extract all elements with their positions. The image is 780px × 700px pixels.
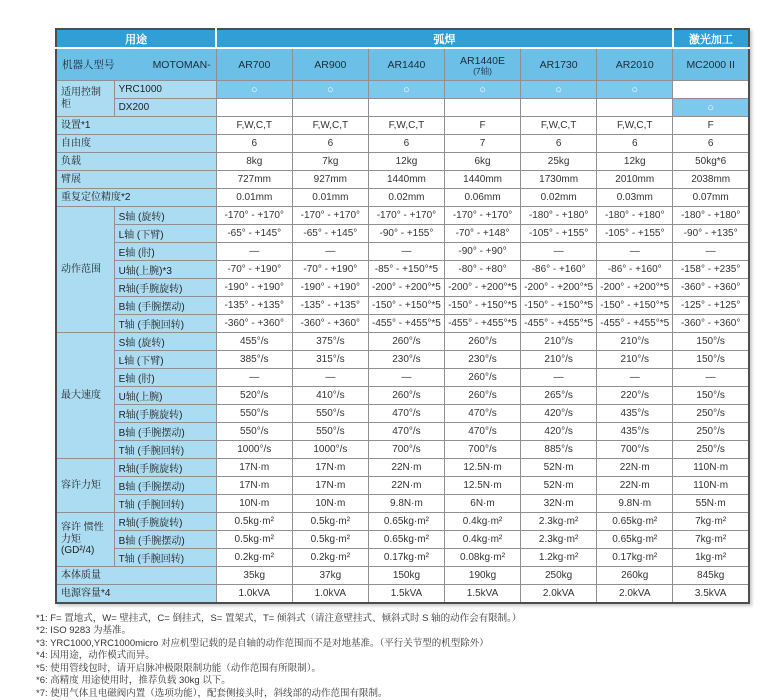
spec-cell: 10N·m [216, 495, 292, 513]
spec-cell: 25kg [521, 153, 597, 171]
spec-cell: 150°/s [673, 351, 749, 369]
spec-cell: 385°/s [216, 351, 292, 369]
row-sublabel: E轴 (肘) [114, 369, 216, 387]
row-sublabel: T轴 (手腕回转) [114, 315, 216, 333]
spec-row [56, 171, 749, 189]
spec-cell: — [673, 243, 749, 261]
spec-cell: 55N·m [673, 495, 749, 513]
row-sublabel: E轴 (肘) [114, 243, 216, 261]
spec-row [56, 423, 749, 441]
section-label: 设置*1 [56, 117, 216, 135]
spec-cell: F,W,C,T [216, 117, 292, 135]
spec-cell: 17N·m [292, 477, 368, 495]
spec-cell: -105° - +155° [521, 225, 597, 243]
spec-cell: -190° - +190° [216, 279, 292, 297]
spec-cell: 470°/s [444, 423, 520, 441]
section-label: 最大速度 [56, 333, 114, 459]
spec-cell: -360° - +360° [673, 279, 749, 297]
section-label: 自由度 [56, 135, 216, 153]
spec-row [56, 225, 749, 243]
compat-cell: ○ [521, 81, 597, 99]
spec-cell: 0.07mm [673, 189, 749, 207]
spec-cell: 230°/s [444, 351, 520, 369]
spec-cell: 210°/s [597, 333, 673, 351]
spec-cell: — [521, 243, 597, 261]
spec-cell: 420°/s [521, 423, 597, 441]
spec-row [56, 585, 749, 603]
compat-cell: ○ [444, 81, 520, 99]
spec-cell: 7kg·m² [673, 513, 749, 531]
model-header-cell: MC2000 II [673, 48, 749, 81]
spec-row [56, 333, 749, 351]
spec-cell: -65° - +145° [216, 225, 292, 243]
spec-cell: 2010mm [597, 171, 673, 189]
spec-row [56, 243, 749, 261]
spec-cell: 6 [597, 135, 673, 153]
spec-cell: 700°/s [597, 441, 673, 459]
spec-cell: -455° - +455°*5 [521, 315, 597, 333]
spec-cell: -135° - +135° [216, 297, 292, 315]
spec-cell: 1440mm [444, 171, 520, 189]
compat-cell [521, 99, 597, 117]
spec-row [56, 351, 749, 369]
spec-cell: 1730mm [521, 171, 597, 189]
spec-cell: 12.5N·m [444, 477, 520, 495]
spec-cell: -150° - +150°*5 [597, 297, 673, 315]
spec-cell: 0.5kg·m² [216, 513, 292, 531]
spec-cell: 550°/s [216, 405, 292, 423]
row-sublabel: L轴 (下臂) [114, 225, 216, 243]
spec-cell: 3.5kVA [673, 585, 749, 603]
spec-cell: 2.3kg·m² [521, 531, 597, 549]
model-header-cell: AR2010 [597, 48, 673, 81]
spec-cell: -200° - +200°*5 [521, 279, 597, 297]
spec-cell: 6 [368, 135, 444, 153]
compat-cell: ○ [597, 81, 673, 99]
model-label: 机器人型号 [62, 57, 115, 72]
spec-cell: 0.4kg·m² [444, 513, 520, 531]
spec-cell: -105° - +155° [597, 225, 673, 243]
spec-cell: — [368, 243, 444, 261]
row-sublabel: S轴 (旋转) [114, 207, 216, 225]
footnote-line: *2: ISO 9283 为基准。 [36, 625, 752, 638]
spec-cell: 52N·m [521, 459, 597, 477]
spec-cell: 22N·m [597, 477, 673, 495]
spec-row [56, 477, 749, 495]
spec-cell: -170° - +170° [292, 207, 368, 225]
footnote-line: *1: F= 置地式，W= 壁挂式，C= 倒挂式，S= 置架式，T= 倾斜式（请注意壁挂式、倾斜式时 S 轴的动作会有限制。） [36, 613, 752, 626]
compat-cell: ○ [216, 81, 292, 99]
section-label: 重复定位精度*2 [56, 189, 216, 207]
footnotes [36, 613, 752, 700]
spec-cell: -360° - +360° [216, 315, 292, 333]
spec-cell: 260°/s [444, 369, 520, 387]
spec-row [56, 261, 749, 279]
spec-row [56, 153, 749, 171]
spec-cell: -200° - +200°*5 [368, 279, 444, 297]
spec-cell: 6 [292, 135, 368, 153]
footnote-line: *3: YRC1000,YRC1000micro 对应机型记载的是自轴的动作范围而不是对地基准。（平行关节型的机型除外） [36, 638, 752, 651]
spec-cell: 7kg [292, 153, 368, 171]
spec-cell: 12.5N·m [444, 459, 520, 477]
spec-cell: 1.5kVA [444, 585, 520, 603]
spec-cell: 470°/s [444, 405, 520, 423]
spec-cell: -90° - +90° [444, 243, 520, 261]
spec-cell: 455°/s [216, 333, 292, 351]
spec-cell: — [597, 369, 673, 387]
row-sublabel: T轴 (手腕回转) [114, 441, 216, 459]
compat-cell [597, 99, 673, 117]
spec-cell: 150kg [368, 567, 444, 585]
spec-cell: -125° - +125° [673, 297, 749, 315]
spec-cell: 8kg [216, 153, 292, 171]
spec-cell: 1440mm [368, 171, 444, 189]
spec-cell: 10N·m [292, 495, 368, 513]
spec-cell: 260kg [597, 567, 673, 585]
spec-cell: 0.4kg·m² [444, 531, 520, 549]
spec-cell: 35kg [216, 567, 292, 585]
spec-cell: 7 [444, 135, 520, 153]
spec-cell: 190kg [444, 567, 520, 585]
compat-cell: ○ [368, 81, 444, 99]
spec-row [56, 495, 749, 513]
spec-cell: 210°/s [521, 333, 597, 351]
spec-cell: 0.65kg·m² [368, 513, 444, 531]
spec-table-wrap [55, 28, 752, 604]
spec-cell: 12kg [368, 153, 444, 171]
spec-cell: 9.8N·m [597, 495, 673, 513]
spec-cell: -455° - +455°*5 [597, 315, 673, 333]
row-sublabel: U轴(上腕) [114, 387, 216, 405]
model-header-row [56, 48, 749, 81]
footnote-line: *6: 高精度 用途使用时，推荐负载 30kg 以下。 [36, 675, 752, 688]
spec-cell: -150° - +150°*5 [521, 297, 597, 315]
spec-cell: — [292, 243, 368, 261]
spec-cell: -90° - +155° [368, 225, 444, 243]
row-sublabel: R轴(手腕旋转) [114, 279, 216, 297]
spec-cell: 550°/s [292, 405, 368, 423]
section-label: 臂展 [56, 171, 216, 189]
footnote-line: *4: 因用途，动作模式而异。 [36, 650, 752, 663]
spec-cell: 1kg·m² [673, 549, 749, 567]
spec-cell: -170° - +170° [444, 207, 520, 225]
spec-cell: 250°/s [673, 405, 749, 423]
spec-cell: 435°/s [597, 405, 673, 423]
row-sublabel: S轴 (旋转) [114, 333, 216, 351]
spec-cell: 6 [216, 135, 292, 153]
spec-cell: 22N·m [597, 459, 673, 477]
spec-cell: — [292, 369, 368, 387]
model-header-cell: AR900 [292, 48, 368, 81]
row-sublabel: U轴(上腕)*3 [114, 261, 216, 279]
spec-row [56, 279, 749, 297]
spec-row [56, 549, 749, 567]
spec-cell: 845kg [673, 567, 749, 585]
spec-cell: F [673, 117, 749, 135]
spec-cell: -150° - +150°*5 [444, 297, 520, 315]
spec-cell: 1000°/s [216, 441, 292, 459]
spec-row [56, 81, 749, 99]
spec-cell: 0.2kg·m² [216, 549, 292, 567]
spec-cell: 110N·m [673, 459, 749, 477]
spec-cell: — [216, 243, 292, 261]
spec-row [56, 315, 749, 333]
spec-cell: -90° - +135° [673, 225, 749, 243]
spec-cell: 6 [673, 135, 749, 153]
spec-cell: 6 [521, 135, 597, 153]
footnote-line: *7: 使用气体且电磁阀内置（选项功能），配套侧接头时，斜线部的动作范围有限制。 [36, 688, 752, 700]
spec-cell: 265°/s [521, 387, 597, 405]
spec-cell: -70° - +148° [444, 225, 520, 243]
spec-cell: 0.06mm [444, 189, 520, 207]
row-sublabel: R轴(手腕旋转) [114, 513, 216, 531]
spec-row [56, 99, 749, 117]
spec-cell: -170° - +170° [216, 207, 292, 225]
spec-cell: 1.5kVA [368, 585, 444, 603]
row-sublabel: DX200 [114, 99, 216, 117]
spec-cell: -200° - +200°*5 [444, 279, 520, 297]
spec-cell: 700°/s [444, 441, 520, 459]
spec-cell: 17N·m [292, 459, 368, 477]
spec-cell: -158° - +235° [673, 261, 749, 279]
spec-cell: 22N·m [368, 477, 444, 495]
spec-cell: 9.8N·m [368, 495, 444, 513]
spec-cell: 0.17kg·m² [368, 549, 444, 567]
compat-cell [444, 99, 520, 117]
model-header-cell: AR1730 [521, 48, 597, 81]
spec-row [56, 297, 749, 315]
spec-cell: 927mm [292, 171, 368, 189]
spec-cell: 260°/s [368, 387, 444, 405]
spec-cell: F,W,C,T [368, 117, 444, 135]
spec-cell: — [597, 243, 673, 261]
spec-cell: -86° - +160° [521, 261, 597, 279]
section-label: 负载 [56, 153, 216, 171]
spec-row [56, 189, 749, 207]
compat-cell [368, 99, 444, 117]
spec-cell: 2.0kVA [597, 585, 673, 603]
spec-cell: -360° - +360° [673, 315, 749, 333]
spec-row [56, 135, 749, 153]
spec-cell: — [368, 369, 444, 387]
spec-cell: 470°/s [368, 423, 444, 441]
spec-cell: 1.0kVA [216, 585, 292, 603]
spec-cell: -85° - +150°*5 [368, 261, 444, 279]
spec-cell: 52N·m [521, 477, 597, 495]
spec-cell: 0.02mm [368, 189, 444, 207]
spec-cell: -200° - +200°*5 [597, 279, 673, 297]
spec-cell: 110N·m [673, 477, 749, 495]
spec-cell: 260°/s [368, 333, 444, 351]
model-header-cell: AR1440 [368, 48, 444, 81]
section-label: 容许力矩 [56, 459, 114, 513]
spec-cell: 230°/s [368, 351, 444, 369]
spec-cell: 0.5kg·m² [292, 513, 368, 531]
spec-cell: 260°/s [444, 387, 520, 405]
spec-row [56, 531, 749, 549]
spec-cell: -70° - +190° [216, 261, 292, 279]
footnote-line: *5: 使用管线包时，请开启脉冲极限限制功能（动作范围有所限制）。 [36, 663, 752, 676]
spec-row [56, 567, 749, 585]
model-header-cell: AR1440E (7轴) [444, 48, 520, 81]
compat-cell: ○ [673, 99, 749, 117]
spec-cell: 1.2kg·m² [521, 549, 597, 567]
spec-cell: 550°/s [216, 423, 292, 441]
spec-cell: -360° - +360° [292, 315, 368, 333]
spec-cell: 410°/s [292, 387, 368, 405]
spec-cell: 32N·m [521, 495, 597, 513]
row-sublabel: R轴(手腕旋转) [114, 459, 216, 477]
spec-cell: 727mm [216, 171, 292, 189]
spec-cell: 2.0kVA [521, 585, 597, 603]
row-sublabel: B轴 (手腕摆动) [114, 531, 216, 549]
spec-row [56, 405, 749, 423]
compat-cell [292, 99, 368, 117]
spec-cell: 50kg*6 [673, 153, 749, 171]
spec-cell: F,W,C,T [597, 117, 673, 135]
row-sublabel: B轴 (手腕摆动) [114, 423, 216, 441]
spec-cell: F [444, 117, 520, 135]
spec-cell: -170° - +170° [368, 207, 444, 225]
compat-cell: ○ [292, 81, 368, 99]
spec-cell: 0.08kg·m² [444, 549, 520, 567]
spec-cell: 12kg [597, 153, 673, 171]
compat-cell [216, 99, 292, 117]
spec-cell: -65° - +145° [292, 225, 368, 243]
spec-cell: 0.65kg·m² [597, 513, 673, 531]
robot-spec-table [55, 28, 750, 604]
spec-cell: 210°/s [597, 351, 673, 369]
spec-cell: 250°/s [673, 441, 749, 459]
spec-cell: 0.65kg·m² [368, 531, 444, 549]
spec-cell: 885°/s [521, 441, 597, 459]
model-label-cell [56, 48, 216, 81]
spec-cell: 375°/s [292, 333, 368, 351]
spec-cell: -70° - +190° [292, 261, 368, 279]
spec-cell: 150°/s [673, 333, 749, 351]
spec-row [56, 207, 749, 225]
row-sublabel: YRC1000 [114, 81, 216, 99]
spec-cell: 1000°/s [292, 441, 368, 459]
spec-cell: 520°/s [216, 387, 292, 405]
spec-cell: 22N·m [368, 459, 444, 477]
spec-cell: 250°/s [673, 423, 749, 441]
spec-cell: — [521, 369, 597, 387]
spec-cell: 0.5kg·m² [216, 531, 292, 549]
spec-cell: -80° - +80° [444, 261, 520, 279]
row-sublabel: B轴 (手腕摆动) [114, 477, 216, 495]
spec-cell: 0.65kg·m² [597, 531, 673, 549]
spec-cell: 0.02mm [521, 189, 597, 207]
spec-cell: 420°/s [521, 405, 597, 423]
spec-cell: -86° - +160° [597, 261, 673, 279]
spec-cell: 470°/s [368, 405, 444, 423]
spec-cell: -180° - +180° [673, 207, 749, 225]
spec-row [56, 513, 749, 531]
section-label: 本体质量 [56, 567, 216, 585]
section-label: 适用控制柜 [56, 81, 114, 117]
spec-cell: 260°/s [444, 333, 520, 351]
spec-cell: 0.01mm [292, 189, 368, 207]
spec-body [56, 81, 749, 603]
section-label: 电源容量*4 [56, 585, 216, 603]
spec-cell: 550°/s [292, 423, 368, 441]
spec-cell: 17N·m [216, 477, 292, 495]
spec-cell: 250kg [521, 567, 597, 585]
row-sublabel: T轴 (手腕回转) [114, 549, 216, 567]
band-arc-welding: 弧焊 [216, 29, 673, 48]
spec-cell: 2038mm [673, 171, 749, 189]
brand-label: MOTOMAN- [153, 59, 211, 71]
spec-cell: 150°/s [673, 387, 749, 405]
spec-cell: 0.17kg·m² [597, 549, 673, 567]
band-laser: 激光加工 [673, 29, 749, 48]
spec-cell: F,W,C,T [292, 117, 368, 135]
row-sublabel: T轴 (手腕回转) [114, 495, 216, 513]
spec-row [56, 387, 749, 405]
compat-cell [673, 81, 749, 99]
spec-cell: 0.2kg·m² [292, 549, 368, 567]
spec-cell: 700°/s [368, 441, 444, 459]
spec-row [56, 441, 749, 459]
spec-cell: -135° - +135° [292, 297, 368, 315]
spec-cell: — [673, 369, 749, 387]
spec-cell: 2.3kg·m² [521, 513, 597, 531]
spec-cell: 0.01mm [216, 189, 292, 207]
band-use: 用途 [56, 29, 216, 48]
spec-cell: -180° - +180° [597, 207, 673, 225]
spec-cell: 0.5kg·m² [292, 531, 368, 549]
spec-row [56, 369, 749, 387]
spec-cell: 0.03mm [597, 189, 673, 207]
spec-cell: 6N·m [444, 495, 520, 513]
spec-cell: -150° - +150°*5 [368, 297, 444, 315]
spec-cell: 17N·m [216, 459, 292, 477]
spec-row [56, 117, 749, 135]
section-label: 容许 惯性力矩 (GD²/4) [56, 513, 114, 567]
spec-cell: F,W,C,T [521, 117, 597, 135]
spec-cell: 1.0kVA [292, 585, 368, 603]
spec-cell: -190° - +190° [292, 279, 368, 297]
spec-cell: 435°/s [597, 423, 673, 441]
spec-cell: -180° - +180° [521, 207, 597, 225]
category-band-row [56, 29, 749, 48]
row-sublabel: L轴 (下臂) [114, 351, 216, 369]
model-header-cell: AR700 [216, 48, 292, 81]
row-sublabel: B轴 (手腕摆动) [114, 297, 216, 315]
spec-cell: 220°/s [597, 387, 673, 405]
section-label: 动作范围 [56, 207, 114, 333]
spec-cell: 37kg [292, 567, 368, 585]
spec-cell: — [216, 369, 292, 387]
spec-cell: -455° - +455°*5 [444, 315, 520, 333]
spec-cell: 6kg [444, 153, 520, 171]
spec-cell: -455° - +455°*5 [368, 315, 444, 333]
spec-cell: 210°/s [521, 351, 597, 369]
spec-cell: 7kg·m² [673, 531, 749, 549]
row-sublabel: R轴(手腕旋转) [114, 405, 216, 423]
spec-cell: 315°/s [292, 351, 368, 369]
spec-row [56, 459, 749, 477]
